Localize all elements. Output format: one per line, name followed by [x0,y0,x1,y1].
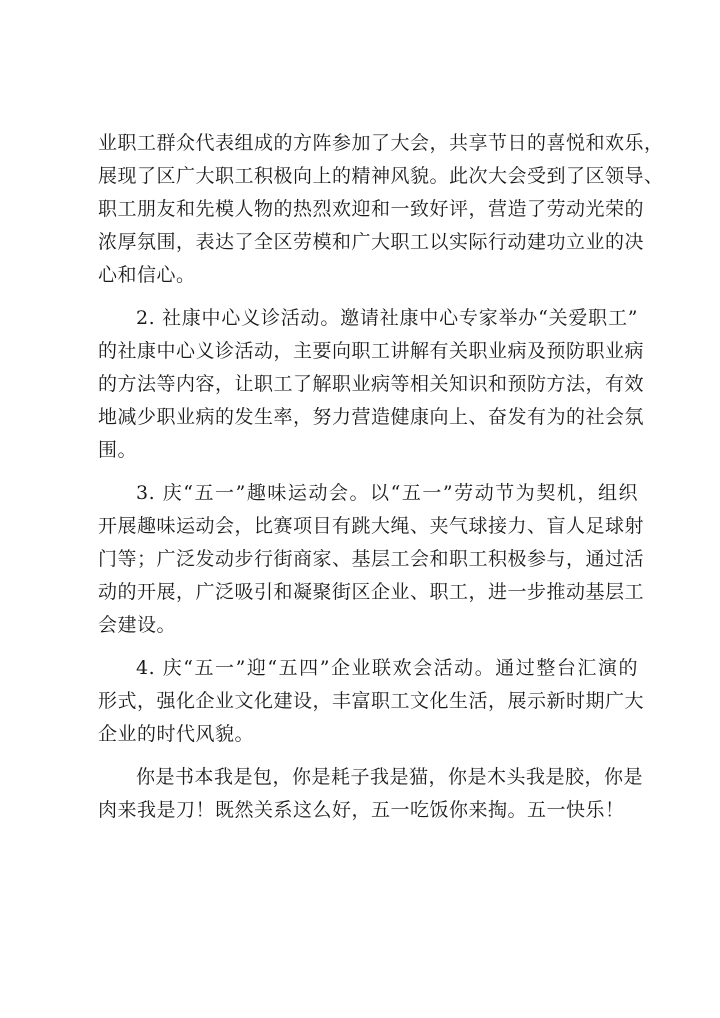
paragraph-greeting [98,761,644,827]
text-line: 展现了区广大职工积极向上的精神风貌。此次大会受到了区领导、 [98,165,664,187]
text-line: 围。 [98,439,138,461]
text-line: 开展趣味运动会，比赛项目有跳大绳、夹气球接力、盲人足球射 [98,515,645,537]
text-line: 3. 庆“五一”趣味运动会。以“五一”劳动节为契机，组织 [136,482,638,504]
text-line: 企业的时代风貌。 [98,723,255,745]
text-line: 你是书本我是包，你是耗子我是猫，你是木头我是胶，你是 [136,766,644,788]
paragraph-item-4 [98,652,645,751]
text-line: 浓厚氛围，表达了全区劳模和广大职工以实际行动建功立业的决 [98,231,645,253]
text-line: 4. 庆“五一”迎“五四”企业联欢会活动。通过整台汇演的 [136,657,638,679]
text-line: 2. 社康中心义诊活动。邀请社康中心专家举办“关爱职工” [136,307,638,329]
text-line: 门等；广泛发动步行街商家、基层工会和职工积极参与，通过活 [98,548,645,570]
paragraph-opening [98,127,664,292]
text-line: 职工朋友和先模人物的热烈欢迎和一致好评，营造了劳动光荣的 [98,198,645,220]
text-line: 心和信心。 [98,264,196,286]
paragraph-item-3 [98,477,645,642]
text-line: 肉来我是刀！既然关系这么好，五一吃饭你来掏。五一快乐！ [98,799,625,821]
document-body [98,127,664,827]
text-line: 的社康中心义诊活动，主要向职工讲解有关职业病及预防职业病 [98,340,645,362]
text-line: 业职工群众代表组成的方阵参加了大会，共享节日的喜悦和欢乐， [98,132,664,154]
text-line: 动的开展，广泛吸引和凝聚街区企业、职工，进一步推动基层工 [98,581,645,603]
paragraph-item-2 [98,302,645,467]
text-line: 的方法等内容，让职工了解职业病等相关知识和预防方法，有效 [98,373,645,395]
text-line: 形式，强化企业文化建设，丰富职工文化生活，展示新时期广大 [98,690,645,712]
text-line: 地减少职业病的发生率，努力营造健康向上、奋发有为的社会氛 [98,406,645,428]
text-line: 会建设。 [98,614,177,636]
